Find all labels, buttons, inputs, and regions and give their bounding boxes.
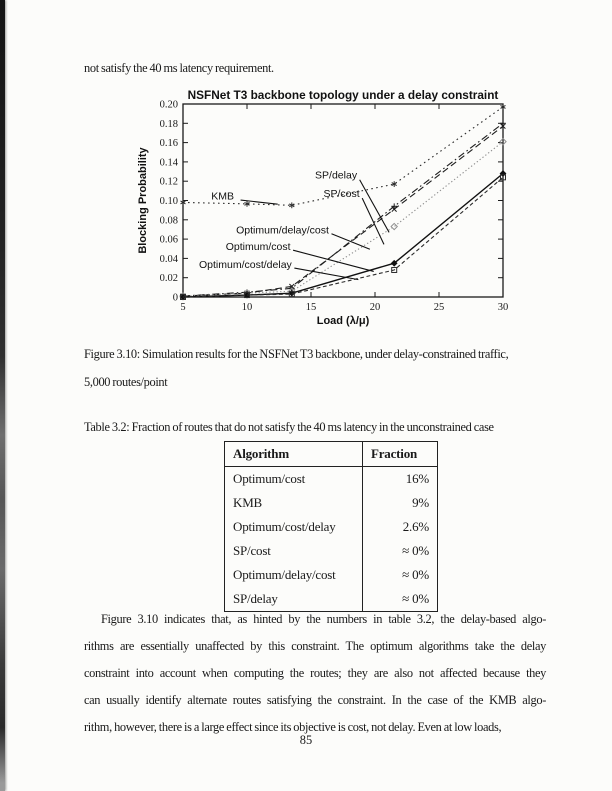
- svg-text:30: 30: [497, 302, 509, 313]
- paragraph-line: rithm, however, there is a large effect since its objective is cost, not delay. Even at low loads,: [84, 720, 502, 734]
- fraction-cell: 16%: [363, 467, 438, 492]
- body-paragraph: [84, 606, 546, 741]
- svg-text:0.10: 0.10: [159, 196, 178, 207]
- algorithm-cell: SP/cost: [225, 539, 363, 563]
- svg-text:Optimum/delay/cost: Optimum/delay/cost: [236, 224, 329, 237]
- svg-text:KMB: KMB: [211, 190, 235, 203]
- fraction-cell: 9%: [363, 491, 438, 515]
- svg-text:0.04: 0.04: [159, 253, 178, 265]
- figure-caption-line1: Figure 3.10: Simulation results for the NSFNet T3 backbone, under delay-constrained traffic,: [84, 347, 509, 361]
- figure-3-10-chart: [135, 88, 520, 338]
- svg-text:0.18: 0.18: [159, 118, 178, 130]
- svg-text:Load (λ/μ): Load (λ/μ): [316, 315, 370, 327]
- intro-text: not satisfy the 40 ms latency requirement.: [84, 61, 274, 75]
- svg-text:0.20: 0.20: [159, 99, 178, 111]
- fraction-cell: ≈ 0%: [363, 539, 438, 563]
- table-caption: Table 3.2: Fraction of routes that do not satisfy the 40 ms latency in the unconstrained case: [84, 420, 494, 434]
- fraction-cell: ≈ 0%: [363, 563, 438, 587]
- table-row: [225, 539, 438, 563]
- table-header-row: [225, 442, 438, 467]
- algorithm-header: Algorithm: [225, 442, 363, 467]
- svg-text:Optimum/cost: Optimum/cost: [225, 240, 291, 253]
- svg-text:Optimum/cost/delay: Optimum/cost/delay: [199, 259, 292, 272]
- algorithm-cell: Optimum/delay/cost: [225, 563, 363, 587]
- fraction-cell: ≈ 0%: [363, 587, 438, 612]
- svg-text:25: 25: [433, 302, 445, 313]
- results-table: [224, 441, 438, 612]
- paragraph-line: constraint into account when computing the routes; they are also not affected because they: [84, 666, 546, 680]
- algorithm-cell: Optimum/cost/delay: [225, 515, 363, 539]
- table-row: [225, 467, 438, 492]
- paragraph-line: can usually identify alternate routes satisfying the constraint. In the case of the KMB algo-: [84, 693, 546, 707]
- fraction-header: Fraction: [363, 442, 438, 467]
- svg-text:0: 0: [172, 292, 178, 304]
- blocking-probability-plot: [135, 88, 520, 338]
- svg-text:Blocking Probability: Blocking Probability: [137, 147, 149, 254]
- svg-text:20: 20: [369, 302, 381, 313]
- algorithm-cell: Optimum/cost: [225, 467, 363, 492]
- svg-text:0.16: 0.16: [159, 138, 178, 150]
- svg-text:5: 5: [180, 302, 186, 313]
- table-row: [225, 491, 438, 515]
- algorithm-cell: SP/delay: [225, 587, 363, 612]
- svg-text:0.02: 0.02: [159, 273, 178, 285]
- svg-text:SP/delay: SP/delay: [315, 169, 358, 182]
- table-row: [225, 563, 438, 587]
- svg-text:15: 15: [305, 302, 317, 313]
- scan-binding-edge: [0, 0, 5, 791]
- fraction-cell: 2.6%: [363, 515, 438, 539]
- algorithm-cell: KMB: [225, 491, 363, 515]
- figure-caption: [84, 340, 546, 396]
- svg-text:NSFNet T3 backbone topology un: NSFNet T3 backbone topology under a delay constraint: [187, 88, 499, 102]
- svg-text:0.08: 0.08: [159, 215, 178, 227]
- svg-text:0.06: 0.06: [159, 234, 178, 246]
- svg-text:10: 10: [241, 302, 253, 313]
- figure-caption-line2: 5,000 routes/point: [84, 375, 168, 389]
- svg-text:0.14: 0.14: [159, 157, 178, 169]
- table-row: [225, 515, 438, 539]
- svg-text:0.12: 0.12: [159, 176, 178, 188]
- paragraph-line: rithms are essentially unaffected by this constraint. The optimum algorithms take the delay: [84, 639, 546, 653]
- page-number: 85: [299, 733, 313, 747]
- svg-text:SP/cost: SP/cost: [323, 187, 360, 200]
- paragraph-line: Figure 3.10 indicates that, as hinted by the numbers in table 3.2, the delay-based algo-: [101, 612, 546, 626]
